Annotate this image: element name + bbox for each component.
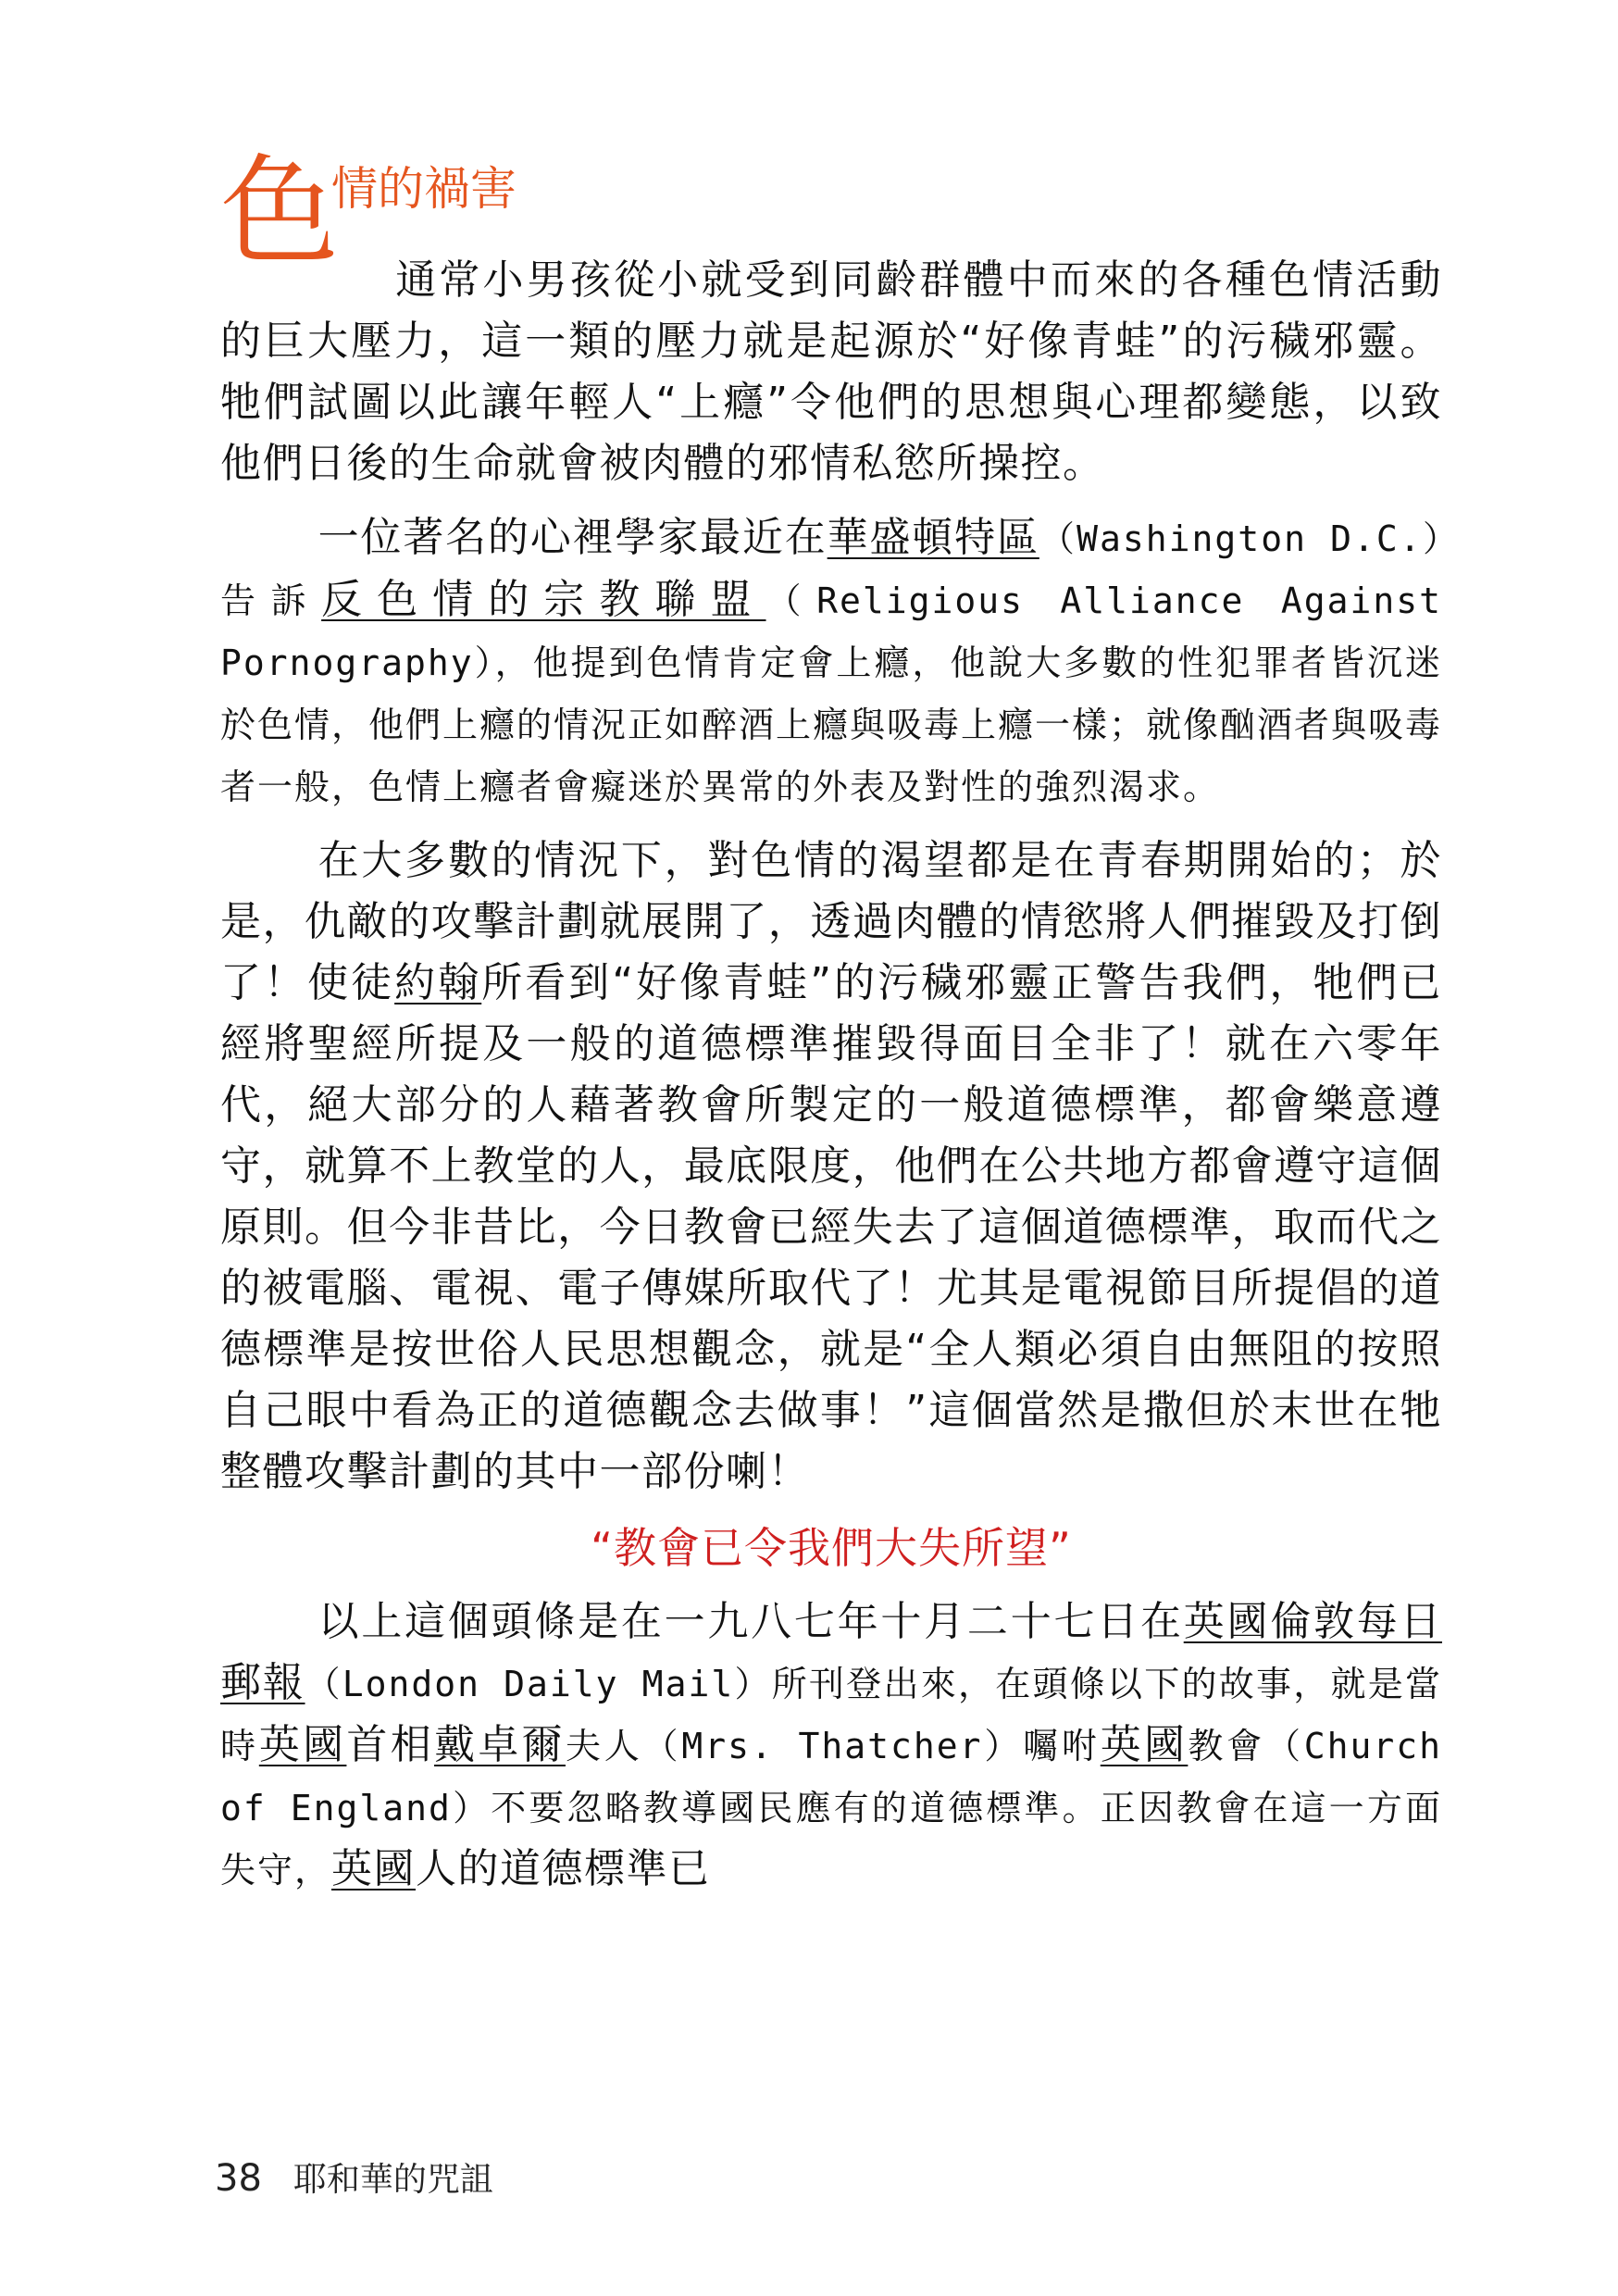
country-name-uk: 英國 <box>331 1845 417 1892</box>
heading-text: 情的禍害 <box>331 162 517 216</box>
text-run: 夫人（Mrs. Thatcher）囑咐 <box>565 1726 1101 1766</box>
text-run: 在大多數的情況下，對色情的渴望都是在青春期開始的；於是，仇敵的攻擊計劃就展開了，透過肉體的情慾將人們摧毀及打倒了！使徒 <box>220 837 1442 1006</box>
paragraph-2 <box>220 507 1442 817</box>
drop-cap: 色 <box>220 144 340 281</box>
person-name-john: 約翰 <box>394 959 482 1006</box>
newspaper-name: 英國倫敦每日郵報 <box>220 1598 1442 1706</box>
paragraph-3 <box>220 830 1442 1503</box>
text-run: 人的道德標準已 <box>416 1845 711 1892</box>
text-run: 教會（Church of England）不要忽略教導國民應有的道德標準。正因教會在這一方面失守， <box>220 1726 1443 1890</box>
organization-name: 反色情的宗教聯盟 <box>321 576 766 623</box>
place-name-washington: 華盛頓特區 <box>827 514 1039 561</box>
text-run: 通常小男孩從小就受到同齡群體中而來的各種色情活動的巨大壓力，這一類的壓力就是起源於“好像青蛙”的污穢邪靈。牠們試圖以此讓年輕人“上癮”令他們的思想與心理都變態，以致他們日後的生命就會被肉體的邪情私慾所操控。 <box>220 256 1442 487</box>
subheading-quote: “教會已令我們大失所望” <box>591 1523 1072 1573</box>
page-footer <box>215 2155 493 2203</box>
country-name-uk: 英國 <box>258 1721 347 1768</box>
book-title: 耶和華的咒詛 <box>292 2161 493 2199</box>
country-name-uk: 英國 <box>1100 1721 1189 1768</box>
paragraph-4 <box>220 1591 1442 1901</box>
body-text <box>220 250 1442 1901</box>
text-run: 首相 <box>346 1721 435 1768</box>
person-name-thatcher: 戴卓爾 <box>434 1721 566 1768</box>
text-run: （London Daily Mail）所刊登出來，在頭條以下的故事，就是當時 <box>220 1664 1442 1766</box>
paragraph-1 <box>220 250 1442 494</box>
page-number: 38 <box>215 2157 262 2200</box>
text-run: 一位著名的心裡學家最近在 <box>317 514 828 561</box>
text-run: （Religious Alliance Against Pornography），他提到色情肯定會上癮，他說大多數的性犯罪者皆沉迷於色情，他們上癮的情況正如醉酒上癮與吸毒上癮一樣；就像酗酒者與吸毒者一般，色情上癮者會癡迷於異常的外表及對性的強烈渴求。 <box>220 580 1443 807</box>
text-run: 以上這個頭條是在一九八七年十月二十七日在 <box>317 1598 1184 1645</box>
text-run: 所看到“好像青蛙”的污穢邪靈正警告我們，牠們已經將聖經所提及一般的道德標準摧毀得面目全非了！就在六零年代，絕大部分的人藉著教會所製定的一般道德標準，都會樂意遵守，就算不上教堂的人，最底限度，他們在公共地方都會遵守這個原則。但今非昔比，今日教會已經失去了這個道德標準，取而代之的被電腦、電視、電子傳媒所取代了！尤其是電視節目所提倡的道德標準是按世俗人民思想觀念，就是“全人類必須自由無阻的按照自己眼中看為正的道德觀念去做事！”這個當然是撒但於末世在牠整體攻擊計劃的其中一部份喇！ <box>220 959 1443 1495</box>
text-run: （Washington D.C.）告訴 <box>220 518 1443 621</box>
